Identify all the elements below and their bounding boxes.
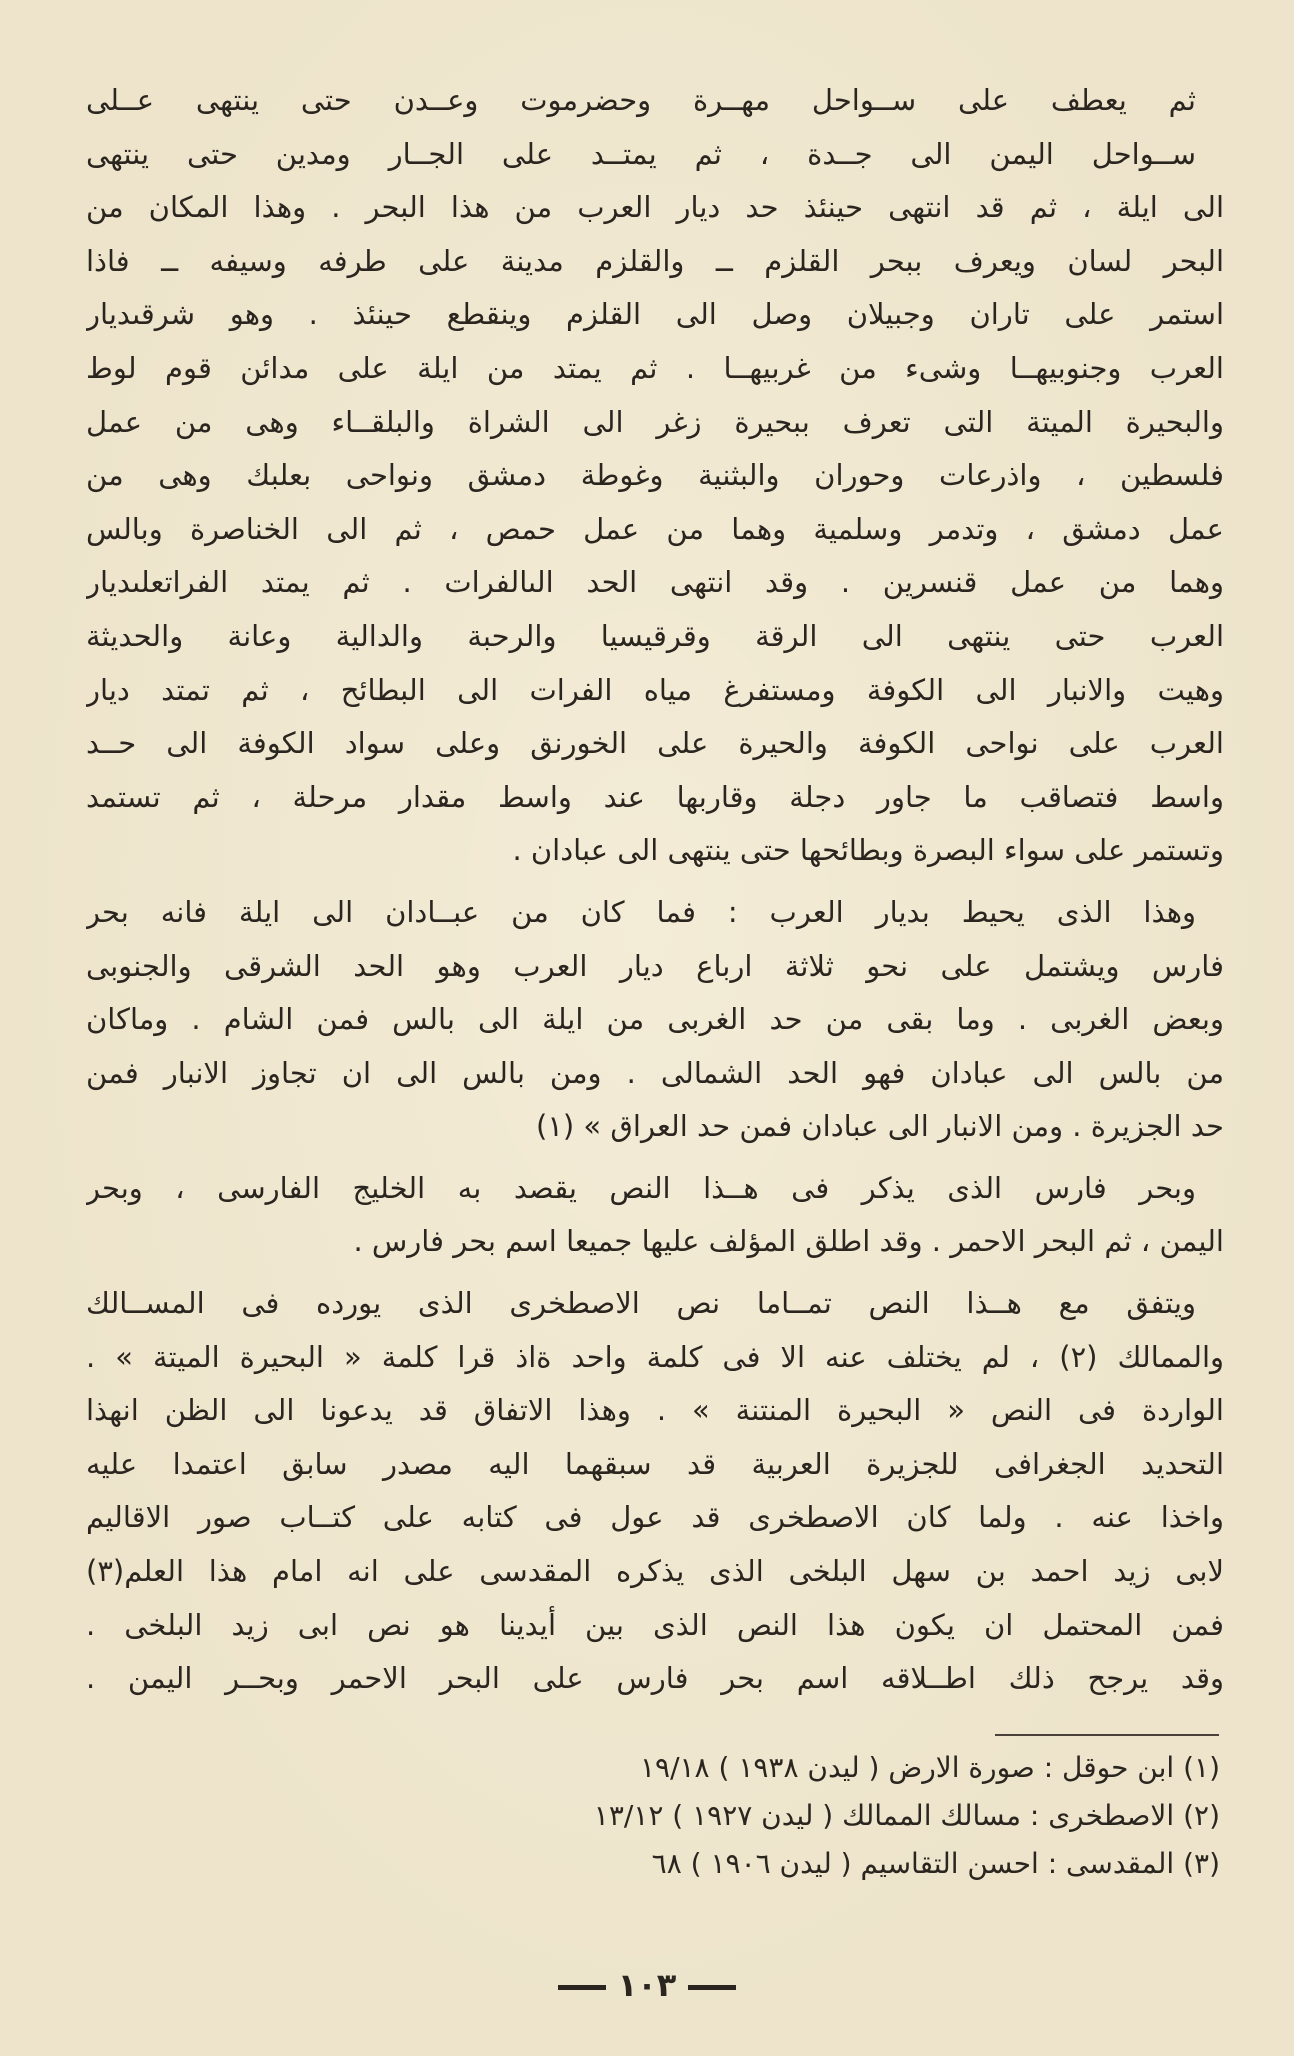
text-line: لابى زيد احمد بن سهل البلخى الذى يذكره المقدسى على انه امام هذا العلم(٣) — [86, 1554, 1224, 1589]
text-line: وتستمر على سواء البصرة وبطائحها حتى ينتهى الى عبادان . — [512, 833, 1224, 868]
text-line: فلسطين ، واذرعات وحوران والبثنية وغوطة دمشق ونواحى بعلبك وهى من — [86, 458, 1224, 493]
text-line: وقد يرجح ذلك اطــلاقه اسم بحر فارس على البحر الاحمر وبحــر اليمن . — [86, 1661, 1224, 1696]
text-line: اليمن ، ثم البحر الاحمر . وقد اطلق المؤلف عليها جميعا اسم بحر فارس . — [353, 1224, 1224, 1259]
text-line: وبحر فارس الذى يذكر فى هــذا النص يقصد به الخليج الفارسى ، وبحر — [86, 1170, 1196, 1205]
paragraph-spacer — [86, 878, 1224, 886]
text-line: والممالك (٢) ، لم يختلف عنه الا فى كلمة واحد ةاذ قرا كلمة « البحيرة الميتة » . — [86, 1339, 1224, 1374]
paragraph-spacer — [86, 1269, 1224, 1277]
text-line: وهذا الذى يحيط بديار العرب : فما كان من عبــادان الى ايلة فانه بحر — [86, 894, 1196, 929]
text-line: البحر لسان ويعرف ببحر القلزم ــ والقلزم مدينة على طرفه وسيفه ــ فاذا — [86, 243, 1224, 278]
paragraph-spacer — [86, 1154, 1224, 1162]
page-number-value: ١٠٣ — [617, 1966, 677, 2004]
text-line: حد الجزيرة . ومن الانبار الى عبادان فمن حد العراق » (١) — [535, 1109, 1224, 1144]
text-line: العرب حتى ينتهى الى الرقة وقرقيسيا والرحبة والدالية وعانة والحديثة — [86, 618, 1224, 653]
text-line: عمل دمشق ، وتدمر وسلمية وهما من عمل حمص ، ثم الى الخناصرة وبالس — [86, 511, 1224, 546]
text-line: العرب وجنوبيهــا وشىء من غربيهــا . ثم يمتد من ايلة على مدائن قوم لوط — [86, 350, 1224, 385]
text-line: الواردة فى النص « البحيرة المنتنة » . وهذا الاتفاق قد يدعونا الى الظن انهذا — [86, 1393, 1224, 1428]
text-line: التحديد الجغرافى للجزيرة العربية قد سبقهما اليه مصدر سابق اعتمدا عليه — [86, 1446, 1224, 1481]
page-number — [0, 1960, 1294, 2010]
text-line: وهيت والانبار الى الكوفة ومستفرغ مياه الفرات الى البطائح ، ثم تمتد ديار — [86, 672, 1224, 707]
page-number-dash-left — [558, 1985, 606, 1990]
text-line: واسط فتصاقب ما جاور دجلة وقاربها عند واسط مقدار مرحلة ، ثم تستمد — [86, 779, 1224, 814]
paragraph-3 — [86, 1162, 1224, 1269]
paragraph-2 — [86, 886, 1224, 1154]
text-line: وهما من عمل قنسرين . وقد انتهى الحد الىالفرات . ثم يمتد الفراتعلىديار — [86, 565, 1224, 600]
text-line: استمر على تاران وجبيلان وصل الى القلزم وينقطع حينئذ . وهو شرقىديار — [86, 297, 1224, 332]
footnote-2: (٢) الاصطخرى : مسالك الممالك ( ليدن ١٩٢٧ ) ١٣/١٢ — [593, 1799, 1220, 1832]
paragraph-1 — [86, 74, 1224, 878]
text-line: وبعض الغربى . وما بقى من حد الغربى من ايلة الى بالس فمن الشام . وماكان — [86, 1002, 1224, 1037]
text-line: من بالس الى عبادان فهو الحد الشمالى . ومن بالس الى ان تجاوز الانبار فمن — [86, 1055, 1224, 1090]
footnotes — [320, 1744, 1220, 1888]
footnote-1: (١) ابن حوقل : صورة الارض ( ليدن ١٩٣٨ ) ١٩/١٨ — [640, 1751, 1220, 1784]
text-line: العرب على نواحى الكوفة والحيرة على الخورنق وعلى سواد الكوفة الى حــد — [86, 726, 1224, 761]
page-number-dash-right — [688, 1985, 736, 1990]
footnote-3: (٣) المقدسى : احسن التقاسيم ( ليدن ١٩٠٦ ) ٦٨ — [651, 1847, 1220, 1880]
text-line: فارس ويشتمل على نحو ثلاثة ارباع ديار العرب وهو الحد الشرقى والجنوبى — [86, 948, 1224, 983]
text-line: ثم يعطف على ســواحل مهــرة وحضرموت وعــدن حتى ينتهى عــلى — [86, 83, 1196, 117]
text-line: ســواحل اليمن الى جــدة ، ثم يمتــد على الجــار ومدين حتى ينتهى — [86, 136, 1196, 171]
paragraph-4 — [86, 1277, 1224, 1706]
text-line: والبحيرة الميتة التى تعرف ببحيرة زغر الى الشراة والبلقــاء وهى من عمل — [86, 404, 1224, 439]
text-line: ويتفق مع هــذا النص تمــاما نص الاصطخرى الذى يورده فى المســالك — [86, 1286, 1196, 1321]
text-line: الى ايلة ، ثم قد انتهى حينئذ حد ديار العرب من هذا البحر . وهذا المكان من — [86, 190, 1224, 225]
text-line: واخذا عنه . ولما كان الاصطخرى قد عول فى كتابه على كتــاب صور الاقاليم — [86, 1500, 1224, 1535]
main-text — [86, 74, 1224, 1706]
text-line: فمن المحتمل ان يكون هذا النص الذى بين أيدينا هو نص ابى زيد البلخى . — [86, 1607, 1224, 1642]
footnote-separator — [995, 1734, 1219, 1736]
